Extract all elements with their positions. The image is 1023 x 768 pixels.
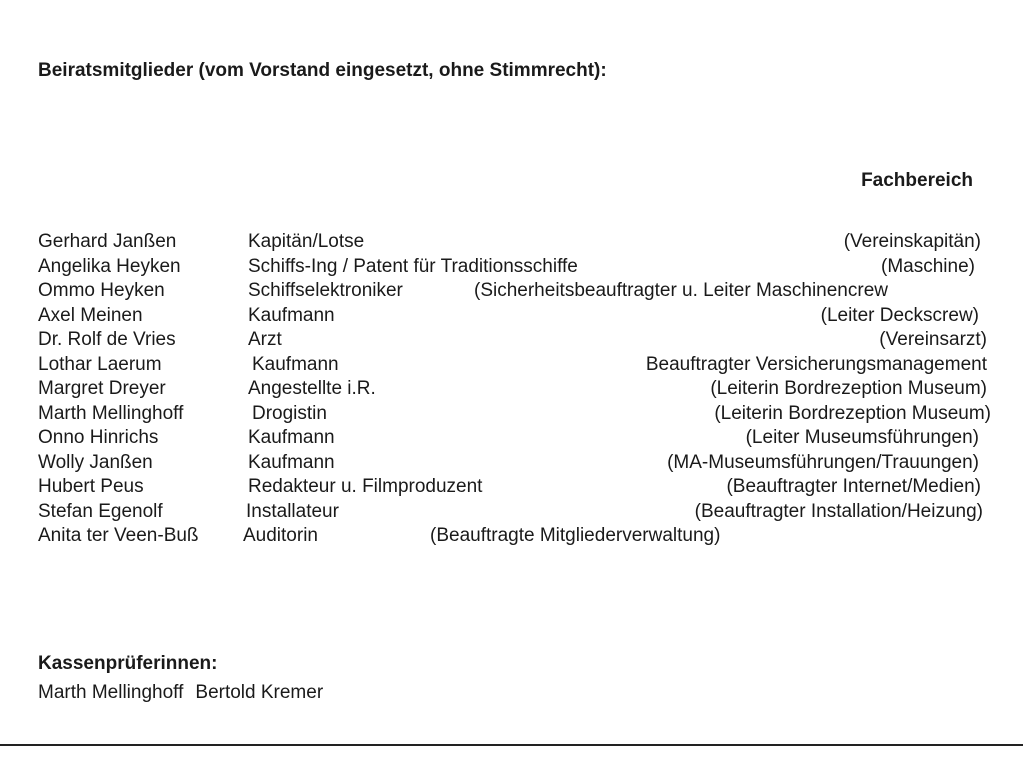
member-row — [0, 279, 1023, 304]
member-profession: Drogistin — [252, 402, 327, 424]
member-name: Angelika Heyken — [38, 255, 181, 277]
member-department: (Vereinsarzt) — [879, 329, 987, 350]
member-name: Marth Mellinghoff — [38, 402, 184, 424]
member-name: Anita ter Veen-Buß — [38, 525, 199, 546]
member-department: (Leiter Museumsführungen) — [745, 427, 979, 448]
member-name: Ommo Heyken — [38, 280, 165, 301]
member-name: Stefan Egenolf — [38, 500, 163, 522]
member-name: Wolly Janßen — [38, 451, 153, 473]
member-department: (Leiter Deckscrew) — [820, 304, 979, 326]
member-row — [0, 230, 1023, 255]
member-profession: Schiffselektroniker — [248, 280, 403, 301]
member-row — [0, 328, 1023, 353]
member-department: Beauftragter Versicherungsmanagement — [645, 353, 987, 375]
member-profession: Schiffs-Ing / Patent für Traditionsschiffe — [248, 255, 578, 277]
member-row — [0, 377, 1023, 402]
member-profession: Arzt — [248, 329, 282, 350]
member-department: (Vereinskapitän) — [843, 231, 981, 252]
member-row — [0, 402, 1023, 427]
member-profession: Kaufmann — [248, 451, 335, 473]
member-row — [0, 524, 1023, 549]
member-row — [0, 500, 1023, 525]
member-profession: Redakteur u. Filmproduzent — [248, 476, 483, 497]
member-row — [0, 353, 1023, 378]
member-profession: Auditorin — [243, 525, 318, 546]
member-department: (MA-Museumsführungen/Trauungen) — [667, 451, 979, 473]
member-department: (Beauftragter Internet/Medien) — [726, 476, 981, 497]
member-name: Axel Meinen — [38, 304, 143, 326]
member-profession: Installateur — [246, 500, 339, 522]
member-department: (Sicherheitsbeauftragter u. Leiter Maschinencrew — [474, 280, 888, 301]
auditors-names — [38, 682, 335, 704]
member-name: Dr. Rolf de Vries — [38, 329, 176, 350]
page-heading: Beiratsmitglieder (vom Vorstand eingesetzt, ohne Stimmrecht): — [38, 60, 607, 81]
member-row — [0, 475, 1023, 500]
auditor-name: Bertold Kremer — [195, 682, 324, 703]
member-name: Onno Hinrichs — [38, 427, 159, 448]
member-row — [0, 451, 1023, 476]
auditor-name: Marth Mellinghoff — [38, 682, 184, 703]
member-name: Lothar Laerum — [38, 353, 162, 375]
member-profession: Kaufmann — [252, 353, 339, 375]
fachbereich-column-header: Fachbereich — [861, 170, 973, 191]
member-name: Gerhard Janßen — [38, 231, 177, 252]
member-profession: Kaufmann — [248, 427, 335, 448]
member-department: (Maschine) — [881, 255, 975, 277]
member-list — [0, 230, 1023, 549]
member-profession: Kapitän/Lotse — [248, 231, 365, 252]
member-row — [0, 304, 1023, 329]
member-department: (Leiterin Bordrezeption Museum) — [710, 378, 987, 399]
member-profession: Angestellte i.R. — [248, 378, 376, 399]
member-name: Hubert Peus — [38, 476, 144, 497]
member-name: Margret Dreyer — [38, 378, 166, 399]
member-department: (Beauftragte Mitgliederverwaltung) — [430, 525, 721, 546]
member-row — [0, 426, 1023, 451]
member-profession: Kaufmann — [248, 304, 335, 326]
auditors-heading: Kassenprüferinnen: — [38, 653, 218, 674]
member-row — [0, 255, 1023, 280]
bottom-divider — [0, 744, 1023, 746]
member-department: (Beauftragter Installation/Heizung) — [694, 500, 983, 522]
member-department: (Leiterin Bordrezeption Museum) — [714, 402, 991, 424]
